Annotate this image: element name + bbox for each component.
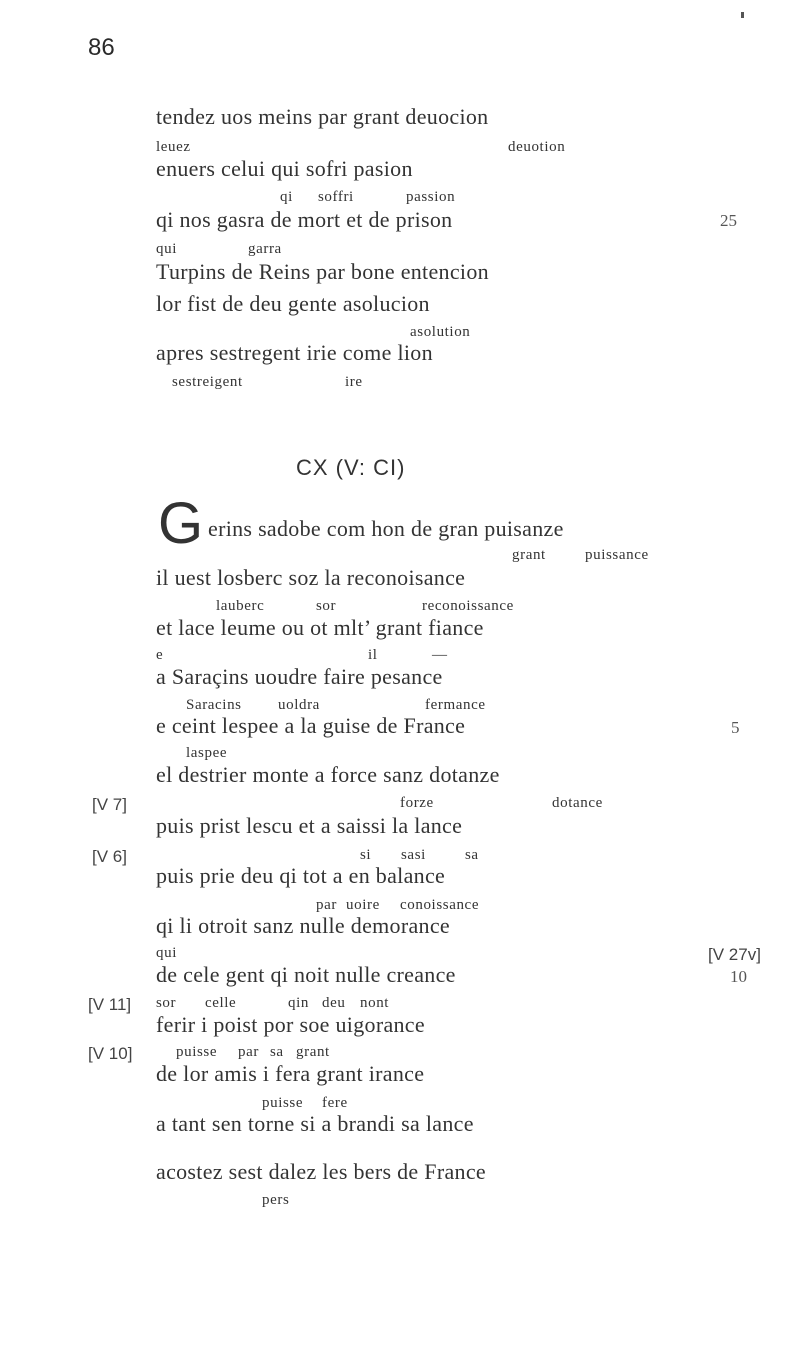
verse-line: a Saraçins uoudre faire pesance	[156, 664, 443, 689]
gloss-word: deu	[322, 995, 346, 1011]
gloss-word: garra	[248, 241, 282, 257]
verse-line: lor fist de deu gente asolucion	[156, 291, 430, 316]
gloss-word: pers	[262, 1192, 290, 1208]
gloss-word: dotance	[552, 795, 603, 811]
verse-line: erins sadobe com hon de gran puisanze	[208, 516, 564, 541]
gloss-word: par	[316, 897, 337, 913]
gloss-word: deuotion	[508, 139, 566, 155]
gloss-word: sor	[156, 995, 177, 1011]
gloss-word: puissance	[585, 547, 649, 563]
gloss-word: sa	[270, 1044, 284, 1060]
gloss-word: e	[156, 647, 164, 663]
verse-line: qi li otroit sanz nulle demorance	[156, 913, 450, 938]
verse-line: enuers celui qui sofri pasion	[156, 156, 413, 181]
gloss-word: Saracins	[186, 697, 242, 713]
gloss-word: laspee	[186, 745, 228, 761]
verse-line: il uest losberc soz la reconoisance	[156, 565, 466, 590]
gloss-word: nont	[360, 995, 390, 1011]
gloss-word: fermance	[425, 697, 486, 713]
gloss-word: fere	[322, 1095, 348, 1111]
gloss-word: puisse	[176, 1044, 218, 1060]
margin-reference: [V 6]	[92, 847, 127, 866]
gloss-word: conoissance	[400, 897, 480, 913]
verse-line: tendez uos meins par grant deuocion	[156, 104, 489, 129]
verse-line: et lace leume ou ot mlt’ grant fiance	[156, 615, 484, 640]
gloss-word: —	[432, 647, 448, 663]
page-speck	[741, 12, 744, 18]
line-number: 5	[731, 718, 740, 737]
verse-line: de cele gent qi noit nulle creance	[156, 962, 456, 987]
verse-line: de lor amis i fera grant irance	[156, 1061, 425, 1086]
gloss-word: il	[368, 647, 378, 663]
gloss-word: reconoissance	[422, 598, 514, 614]
verse-line: qi nos gasra de mort et de prison	[156, 207, 453, 232]
gloss-word: grant	[512, 547, 546, 563]
line-number: 25	[720, 211, 737, 230]
gloss-word: asolution	[410, 324, 471, 340]
gloss-word: sa	[465, 847, 479, 863]
verse-line: el destrier monte a force sanz dotanze	[156, 762, 500, 787]
gloss-word: sestreigent	[172, 374, 243, 390]
margin-reference: [V 27v]	[708, 945, 761, 964]
gloss-word: leuez	[156, 139, 191, 155]
verse-line: ferir i poist por soe uigorance	[156, 1012, 425, 1037]
gloss-word: celle	[205, 995, 237, 1011]
margin-reference: [V 7]	[92, 795, 127, 814]
line-number: 10	[730, 967, 747, 986]
section-heading: CX (V: CI)	[296, 455, 406, 480]
gloss-word: uoire	[346, 897, 380, 913]
gloss-word: puisse	[262, 1095, 304, 1111]
gloss-word: qi	[280, 189, 293, 205]
initial-capital: G	[158, 491, 204, 556]
verse-line: e ceint lespee a la guise de France	[156, 713, 466, 738]
gloss-word: qin	[288, 995, 309, 1011]
verse-line: acostez sest dalez les bers de France	[156, 1159, 486, 1184]
gloss-word: grant	[296, 1044, 330, 1060]
gloss-word: par	[238, 1044, 259, 1060]
gloss-word: ire	[345, 374, 363, 390]
gloss-word: lauberc	[216, 598, 265, 614]
gloss-word: passion	[406, 189, 456, 205]
page-number: 86	[88, 34, 115, 61]
margin-reference: [V 11]	[88, 995, 132, 1014]
verse-line: puis prist lescu et a saissi la lance	[156, 813, 463, 838]
gloss-word: qui	[156, 241, 177, 257]
gloss-word: si	[360, 847, 372, 863]
gloss-word: uoldra	[278, 697, 320, 713]
gloss-word: sor	[316, 598, 337, 614]
gloss-word: forze	[400, 795, 434, 811]
verse-line: Turpins de Reins par bone entencion	[156, 259, 489, 284]
verse-line: a tant sen torne si a brandi sa lance	[156, 1111, 474, 1136]
gloss-word: sasi	[401, 847, 426, 863]
gloss-word: soffri	[318, 189, 354, 205]
margin-reference: [V 10]	[88, 1044, 133, 1063]
gloss-word: qui	[156, 945, 177, 961]
verse-line: puis prie deu qi tot a en balance	[156, 863, 446, 888]
verse-line: apres sestregent irie come lion	[156, 340, 433, 365]
